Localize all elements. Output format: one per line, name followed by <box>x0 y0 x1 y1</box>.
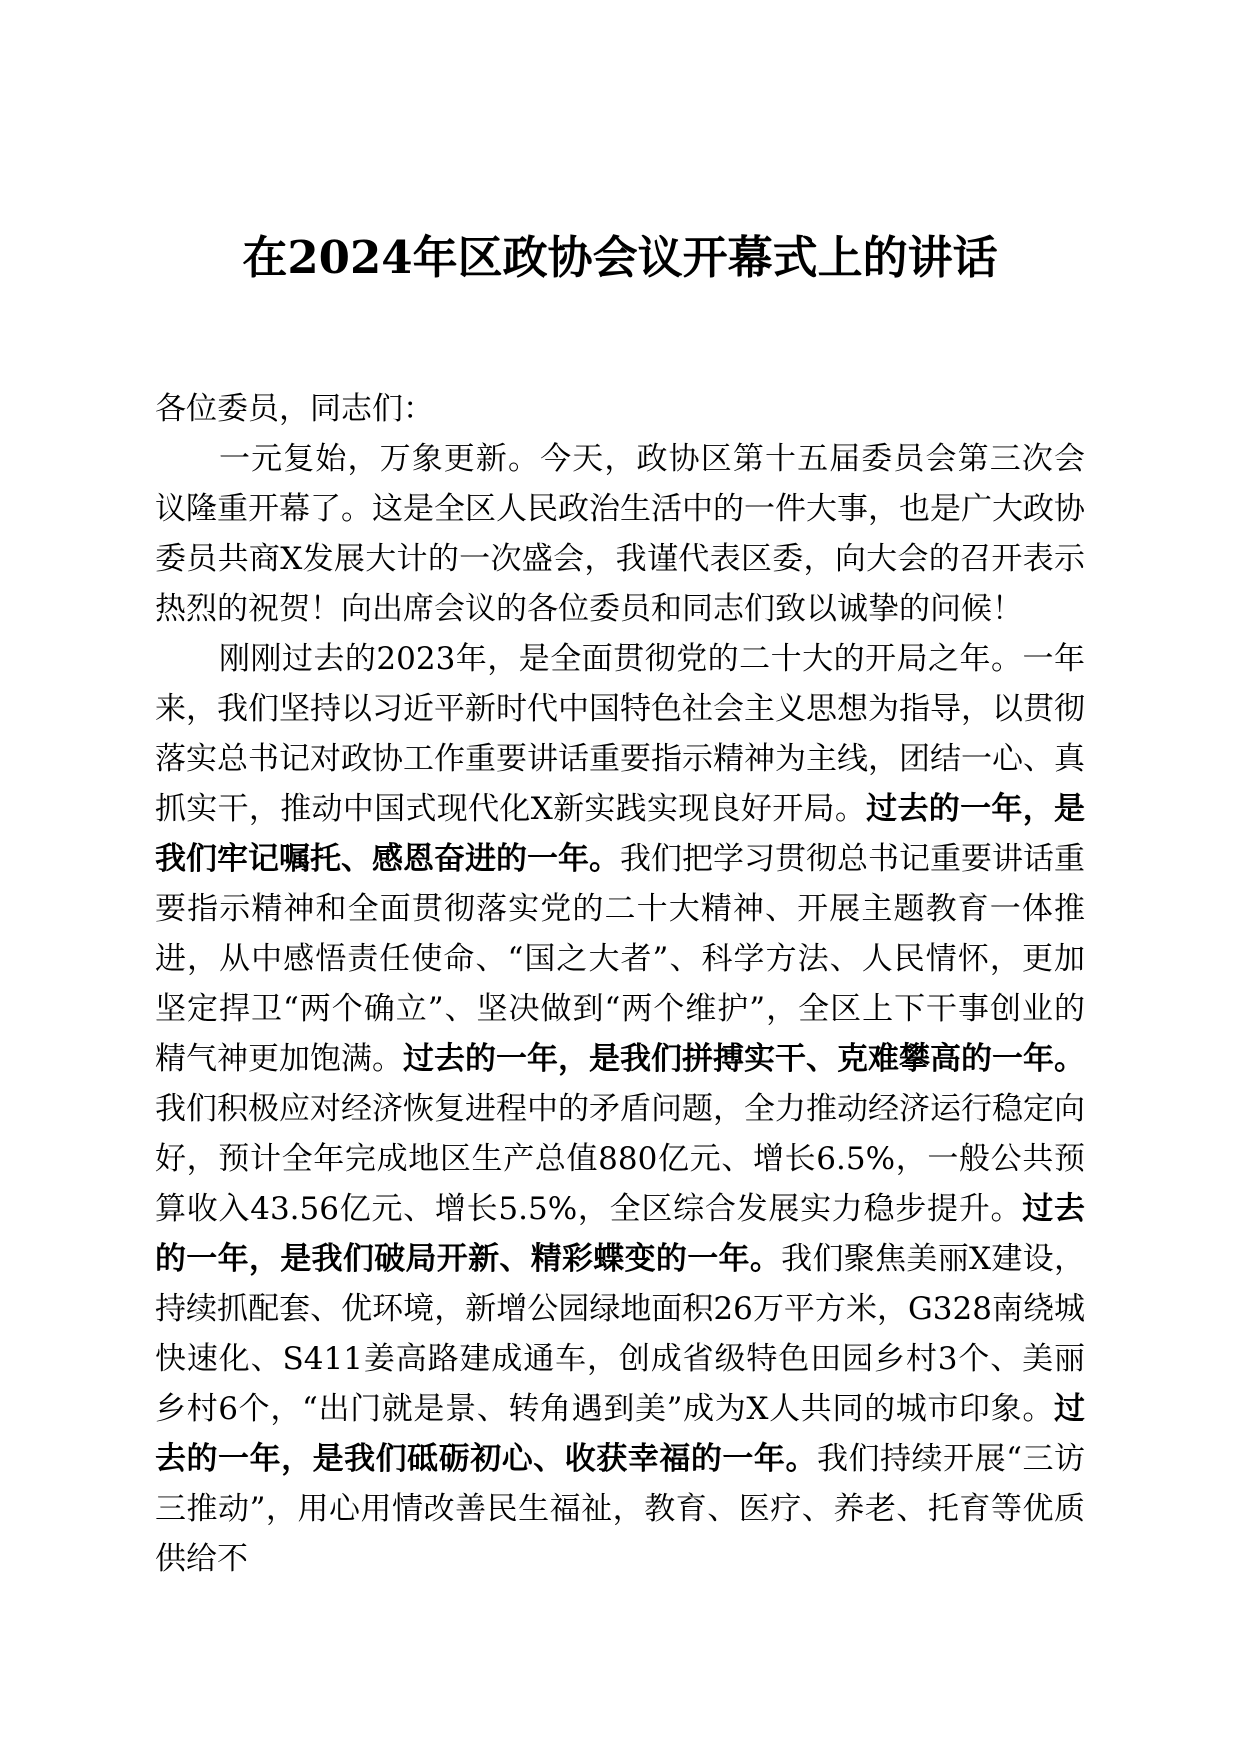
bold-heading-sentence: 过去的一年，是我们破局开新、精彩蝶变的一年。 <box>155 1191 1085 1277</box>
document-body <box>155 384 1085 1584</box>
document-title: 在2024年区政协会议开幕式上的讲话 <box>242 231 998 284</box>
bold-heading-sentence: 过去的一年，是我们拼搏实干、克难攀高的一年。 <box>403 1041 1085 1077</box>
bold-heading-sentence: 过去的一年，是我们砥砺初心、收获幸福的一年。 <box>155 1391 1085 1477</box>
paragraph-review-2023 <box>155 634 1085 1584</box>
paragraph-opening <box>155 434 1085 634</box>
paragraph-text: 我们积极应对经济恢复进程中的矛盾问题，全力推动经济运行稳定向好，预计全年完成地区生产总值880亿元、增长6.5%，一般公共预算收入43.56亿元、增长5.5%，全区综合发展实力稳步提升。 <box>155 1091 1085 1227</box>
paragraph-text: 我们持续开展“三访三推动”，用心用情改善民生福祉，教育、医疗、养老、托育等优质供给不 <box>155 1441 1085 1577</box>
paragraph-text: 刚刚过去的2023年，是全面贯彻党的二十大的开局之年。一年来，我们坚持以习近平新时代中国特色社会主义思想为指导，以贯彻落实总书记对政协工作重要讲话重要指示精神为主线，团结一心、真抓实干，推动中国式现代化X新实践实现良好开局。 <box>155 641 1085 827</box>
salutation: 各位委员，同志们： <box>155 391 434 427</box>
bold-heading-sentence: 过去的一年，是我们牢记嘱托、感恩奋进的一年。 <box>155 791 1086 877</box>
paragraph-text: 我们聚焦美丽X建设，持续抓配套、优环境，新增公园绿地面积26万平方米，G328南绕城快速化、S411姜高路建成通车，创成省级特色田园乡村3个、美丽乡村6个，“出门就是景、转角遇到美”成为X人共同的城市印象。 <box>155 1241 1085 1427</box>
paragraph-text: 一元复始，万象更新。今天，政协区第十五届委员会第三次会议隆重开幕了。这是全区人民政治生活中的一件大事，也是广大政协委员共商X发展大计的一次盛会，我谨代表区委，向大会的召开表示热烈的祝贺！向出席会议的各位委员和同志们致以诚挚的问候！ <box>155 441 1085 627</box>
paragraph-text: 我们把学习贯彻总书记重要讲话重要指示精神和全面贯彻落实党的二十大精神、开展主题教育一体推进，从中感悟责任使命、“国之大者”、科学方法、人民情怀，更加坚定捍卫“两个确立”、坚决做到“两个维护”，全区上下干事创业的精气神更加饱满。 <box>155 841 1085 1077</box>
